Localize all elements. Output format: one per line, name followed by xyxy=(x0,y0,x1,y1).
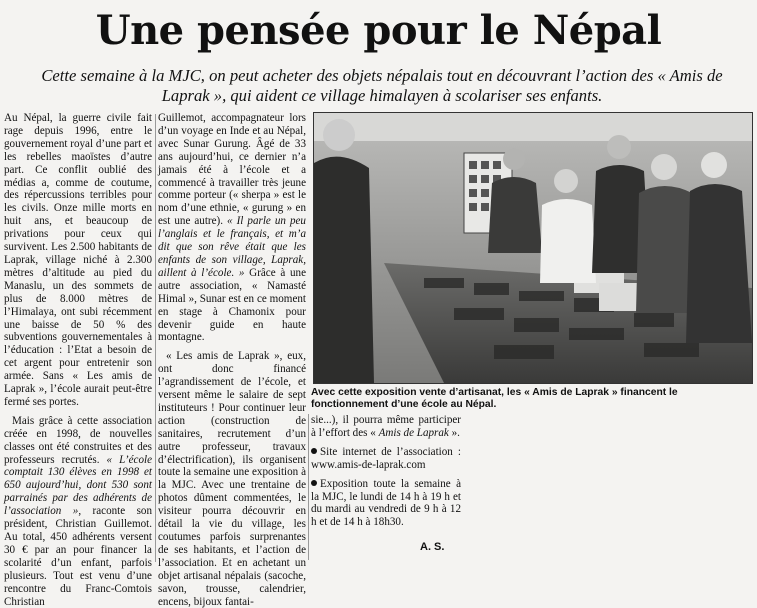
bullet-icon xyxy=(311,480,317,486)
column-divider xyxy=(155,114,156,562)
quote: Amis de Laprak xyxy=(378,426,449,439)
article-headline: Une pensée pour le Népal xyxy=(95,7,662,54)
article-column-1 xyxy=(4,112,153,608)
paragraph xyxy=(4,415,152,608)
column-divider xyxy=(308,414,309,560)
bullet-icon xyxy=(311,448,317,454)
paragraph xyxy=(158,112,306,344)
info-bullet xyxy=(311,478,461,530)
article-lede: Cette semaine à la MJC, on peut acheter des objets népalais tout en découvrant l’action des « Amis de Laprak », qui aident ce village himalayen à scolariser ses enfants. xyxy=(41,66,723,105)
author-signature: A. S. xyxy=(420,541,445,553)
exhibition-info: Exposition toute la semaine à la MJC, le lundi de 14 h à 19 h et du mardi au vendredi de 9 h à 12 h et de 14 h à 18h30. xyxy=(311,477,461,529)
text-run: Guillemot, accompagnateur lors d’un voyage en Inde et au Népal, avec Sunar Gurung. Âgé de 33 ans aujourd’hui, ce dernier n’a jamais été à l’école et a commencé à travailler très jeune comme porteur (« sherpa » est le nom d’une ethnie, « gurung » en est une autre). xyxy=(158,112,306,228)
text-run: sie...), il pourra même participer à l’effort des « xyxy=(311,414,461,439)
photo-illustration xyxy=(314,113,752,383)
article-column-3 xyxy=(311,414,461,560)
quote: « Il parle un peu l’anglais et le français, et m’a dit que son rêve était que les enfants de son village, Laprak, aillent à l’école. » xyxy=(158,215,306,279)
paragraph xyxy=(311,414,461,440)
website-info: Site internet de l’association : www.amis-de-laprak.com xyxy=(311,445,461,471)
paragraph: Au Népal, la guerre civile fait rage depuis 1996, entre le gouvernement royal d’une part et les rebelles maoïstes d’autre part. Ce conflit oublié des médias a, comme de coutume, des répercussions terribles pour les civils. Onze mille morts en huit ans, et beaucoup de privations pour ceux qui survivent. Les 2.500 habitants de Laprak, village niché à 2.300 mètres d’altitude au pied du Manaslu, un des sommets de plus de 8.000 mètres de l’Himalaya, ont subi récemment une baisse de 50 % des subventions gouvernementales à l’éducation : l’Etat a besoin de cet argent pour entretenir son armée. Sans « Les amis de Laprak », l’école aurait peut-être fermé ses portes. xyxy=(4,112,152,408)
quote: « L’école comptait 130 élèves en 1998 et 650 aujourd’hui, dont 530 sont parrainés par des adhérents de l’association » xyxy=(4,453,152,518)
photo-caption: Avec cette exposition vente d’artisanat, les « Amis de Laprak » financent le fonctionnement d’une école au Népal. xyxy=(311,387,678,410)
text-run: ». xyxy=(448,426,460,439)
article-column-2 xyxy=(158,112,306,608)
article-photo xyxy=(313,112,753,384)
info-bullet xyxy=(311,446,461,472)
paragraph: « Les amis de Laprak », eux, ont donc financé l’agrandissement de l’école, et versent même le salaire de sept instituteurs ! Pour continuer leur action (construction de sanitaires, recrutement d’un autre professeur, travaux d’électrification), ils organisent toute la semaine une exposition à la MJC. Avec une trentaine de photos dûment commentées, le visiteur pourra découvrir en détail la vie du village, les coutumes parfois surprenantes de ses habitants, et l’action de l’association. Et en achetant un objet artisanal népalais (sacoche, savon, trousse, calendrier, encens, bijoux fantai- xyxy=(158,350,306,608)
text-run: , raconte son président, Christian Guillemot. Au total, 450 adhérents versent 30 € par an pour financer la scolarité d’un enfant, parfois plusieurs. Tout est venu d’une rencontre du Franc-Comtois Christian xyxy=(4,505,153,608)
text-run: Mais grâce à cette association créée en 1998, de nouvelles classes ont été construites et des professeurs recrutés. xyxy=(4,414,152,466)
text-run: Grâce à une autre association, « Namasté Himal », Sunar est en ce moment en stage à Chamonix pour devenir guide en haute montagne. xyxy=(158,266,306,344)
